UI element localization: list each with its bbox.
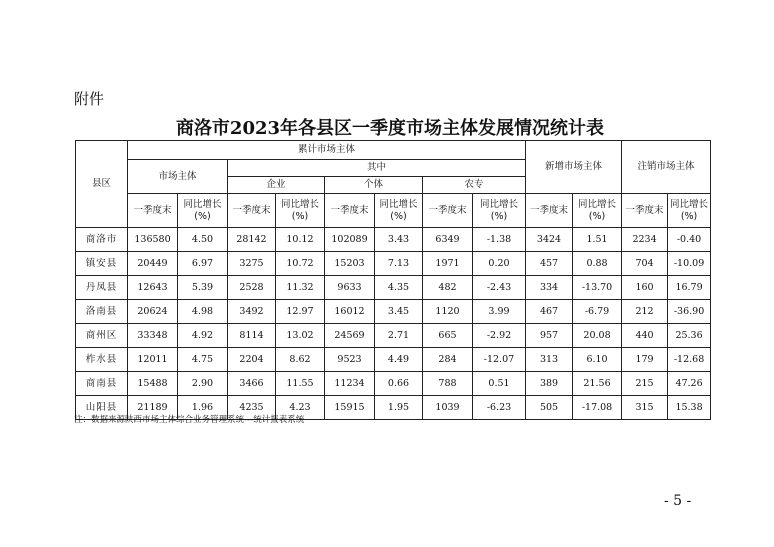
table-row <box>76 324 711 348</box>
cell-ind: 15203 <box>325 252 375 276</box>
cell-ent-yoy: 10.12 <box>276 228 325 252</box>
subheader-yoy-unit: (%) <box>390 210 407 222</box>
cell-cancel-yoy: 16.79 <box>668 276 711 300</box>
cell-ind-yoy: 3.45 <box>375 300 423 324</box>
cell-ind-yoy: 1.95 <box>375 396 423 420</box>
subheader-yoy-individual <box>375 194 423 228</box>
cell-total: 21189 <box>128 396 178 420</box>
cell-ent: 28142 <box>228 228 276 252</box>
page-number: - 5 - <box>664 493 692 509</box>
cell-coop: 1971 <box>423 252 473 276</box>
subheader-yoy-label: 同比增长 <box>578 198 617 210</box>
cell-ent: 3275 <box>228 252 276 276</box>
cell-ind-yoy: 0.66 <box>375 372 423 396</box>
cell-total: 136580 <box>128 228 178 252</box>
cell-total: 33348 <box>128 324 178 348</box>
header-cancelled-entities: 注销市场主体 <box>622 141 711 194</box>
subheader-yoy-unit: (%) <box>194 210 211 222</box>
cell-coop-yoy: 0.20 <box>473 252 526 276</box>
cell-ind: 9633 <box>325 276 375 300</box>
table-row <box>76 252 711 276</box>
cell-cancel-yoy: 25.36 <box>668 324 711 348</box>
subheader-yoy-cooperative <box>473 194 526 228</box>
subheader-q1-end-market: 一季度末 <box>128 194 178 228</box>
cell-ind: 15915 <box>325 396 375 420</box>
cell-ind: 11234 <box>325 372 375 396</box>
cell-coop-yoy: 0.51 <box>473 372 526 396</box>
cell-cancel-yoy: -0.40 <box>668 228 711 252</box>
cell-new-yoy: -13.70 <box>573 276 622 300</box>
cell-coop: 284 <box>423 348 473 372</box>
cell-cancel: 215 <box>622 372 668 396</box>
cell-total-yoy: 2.90 <box>178 372 228 396</box>
subheader-yoy-unit: (%) <box>588 210 606 222</box>
cell-ind-yoy: 4.35 <box>375 276 423 300</box>
cell-ind: 102089 <box>325 228 375 252</box>
cell-cancel-yoy: 47.26 <box>668 372 711 396</box>
cell-ent-yoy: 13.02 <box>276 324 325 348</box>
header-cooperative: 农专 <box>423 177 526 194</box>
subheader-yoy-market <box>178 194 228 228</box>
cell-total-yoy: 6.97 <box>178 252 228 276</box>
cell-ent: 3466 <box>228 372 276 396</box>
cell-coop: 665 <box>423 324 473 348</box>
statistics-table <box>75 140 711 420</box>
table-row <box>76 348 711 372</box>
cell-coop: 482 <box>423 276 473 300</box>
cell-ent-yoy: 11.55 <box>276 372 325 396</box>
subheader-yoy-label: 同比增长 <box>280 198 319 210</box>
cell-county: 柞水县 <box>76 348 128 372</box>
subheader-yoy-unit: (%) <box>490 210 508 222</box>
cell-new: 313 <box>526 348 573 372</box>
cell-coop-yoy: -1.38 <box>473 228 526 252</box>
cell-ent: 8114 <box>228 324 276 348</box>
cell-county: 镇安县 <box>76 252 128 276</box>
cell-coop-yoy: -2.92 <box>473 324 526 348</box>
cell-ent: 3492 <box>228 300 276 324</box>
subheader-yoy-label: 同比增长 <box>480 198 519 210</box>
cell-new-yoy: 20.08 <box>573 324 622 348</box>
header-of-which: 其中 <box>228 160 526 177</box>
subheader-yoy-label: 同比增长 <box>670 198 709 210</box>
cell-ind-yoy: 7.13 <box>375 252 423 276</box>
subheader-q1-end-individual: 一季度末 <box>325 194 375 228</box>
cell-ent-yoy: 8.62 <box>276 348 325 372</box>
cell-ind: 16012 <box>325 300 375 324</box>
table-row <box>76 300 711 324</box>
cell-county: 商州区 <box>76 324 128 348</box>
subheader-yoy-unit: (%) <box>680 210 698 222</box>
cell-cancel: 160 <box>622 276 668 300</box>
cell-cancel: 2234 <box>622 228 668 252</box>
subheader-yoy-new <box>573 194 622 228</box>
cell-cancel: 315 <box>622 396 668 420</box>
cell-total-yoy: 1.96 <box>178 396 228 420</box>
cell-county: 丹凤县 <box>76 276 128 300</box>
cell-coop: 788 <box>423 372 473 396</box>
cell-ent: 2204 <box>228 348 276 372</box>
cell-coop: 6349 <box>423 228 473 252</box>
cell-ind-yoy: 4.49 <box>375 348 423 372</box>
cell-total: 20449 <box>128 252 178 276</box>
cell-ent-yoy: 10.72 <box>276 252 325 276</box>
table-row <box>76 372 711 396</box>
cell-coop: 1120 <box>423 300 473 324</box>
cell-cancel-yoy: -12.68 <box>668 348 711 372</box>
cell-total: 15488 <box>128 372 178 396</box>
cell-cancel-yoy: -36.90 <box>668 300 711 324</box>
cell-county: 商南县 <box>76 372 128 396</box>
cell-cancel: 440 <box>622 324 668 348</box>
cell-new: 467 <box>526 300 573 324</box>
subheader-q1-end-enterprise: 一季度末 <box>228 194 276 228</box>
cell-cancel-yoy: 15.38 <box>668 396 711 420</box>
cell-new: 334 <box>526 276 573 300</box>
cell-total-yoy: 4.50 <box>178 228 228 252</box>
cell-new-yoy: 1.51 <box>573 228 622 252</box>
cell-total: 12011 <box>128 348 178 372</box>
header-county: 县区 <box>76 141 128 228</box>
subheader-yoy-label: 同比增长 <box>183 198 222 210</box>
cell-new: 457 <box>526 252 573 276</box>
cell-ent-yoy: 4.23 <box>276 396 325 420</box>
cell-ind: 24569 <box>325 324 375 348</box>
cell-cancel: 212 <box>622 300 668 324</box>
cell-new-yoy: 0.88 <box>573 252 622 276</box>
table-row <box>76 276 711 300</box>
cell-coop-yoy: 3.99 <box>473 300 526 324</box>
subheader-q1-end-cancel: 一季度末 <box>622 194 668 228</box>
header-new-entities: 新增市场主体 <box>526 141 622 194</box>
subheader-yoy-unit: (%) <box>291 210 309 222</box>
table-row <box>76 228 711 252</box>
cell-cancel-yoy: -10.09 <box>668 252 711 276</box>
header-enterprise: 企业 <box>228 177 325 194</box>
attachment-label: 附件 <box>74 90 105 108</box>
cell-new: 3424 <box>526 228 573 252</box>
cell-county: 山阳县 <box>76 396 128 420</box>
cell-new: 505 <box>526 396 573 420</box>
subheader-yoy-enterprise <box>276 194 325 228</box>
cell-new-yoy: 21.56 <box>573 372 622 396</box>
cell-coop: 1039 <box>423 396 473 420</box>
subheader-yoy-cancel <box>668 194 711 228</box>
cell-new: 389 <box>526 372 573 396</box>
cell-cancel: 179 <box>622 348 668 372</box>
cell-cancel: 704 <box>622 252 668 276</box>
cell-ind: 9523 <box>325 348 375 372</box>
header-cumulative: 累计市场主体 <box>128 141 526 160</box>
subheader-q1-end-new: 一季度末 <box>526 194 573 228</box>
cell-ind-yoy: 3.43 <box>375 228 423 252</box>
cell-ent-yoy: 11.32 <box>276 276 325 300</box>
cell-total-yoy: 4.98 <box>178 300 228 324</box>
cell-new: 957 <box>526 324 573 348</box>
cell-new-yoy: -6.79 <box>573 300 622 324</box>
cell-ind-yoy: 2.71 <box>375 324 423 348</box>
header-individual: 个体 <box>325 177 423 194</box>
source-note: 注：数据来源陕西市场主体综合业务管理系统---统计报表系统 <box>74 415 305 425</box>
cell-county: 洛南县 <box>76 300 128 324</box>
cell-coop-yoy: -6.23 <box>473 396 526 420</box>
cell-coop-yoy: -12.07 <box>473 348 526 372</box>
cell-new-yoy: -17.08 <box>573 396 622 420</box>
subheader-yoy-label: 同比增长 <box>379 198 418 210</box>
cell-ent: 2528 <box>228 276 276 300</box>
cell-total-yoy: 5.39 <box>178 276 228 300</box>
cell-total-yoy: 4.75 <box>178 348 228 372</box>
cell-total: 12643 <box>128 276 178 300</box>
cell-total-yoy: 4.92 <box>178 324 228 348</box>
header-market-entities: 市场主体 <box>128 160 228 194</box>
page-title: 商洛市2023年各县区一季度市场主体发展情况统计表 <box>175 118 605 139</box>
cell-coop-yoy: -2.43 <box>473 276 526 300</box>
cell-ent: 4235 <box>228 396 276 420</box>
cell-ent-yoy: 12.97 <box>276 300 325 324</box>
cell-total: 20624 <box>128 300 178 324</box>
cell-new-yoy: 6.10 <box>573 348 622 372</box>
subheader-q1-end-cooperative: 一季度末 <box>423 194 473 228</box>
cell-county: 商洛市 <box>76 228 128 252</box>
